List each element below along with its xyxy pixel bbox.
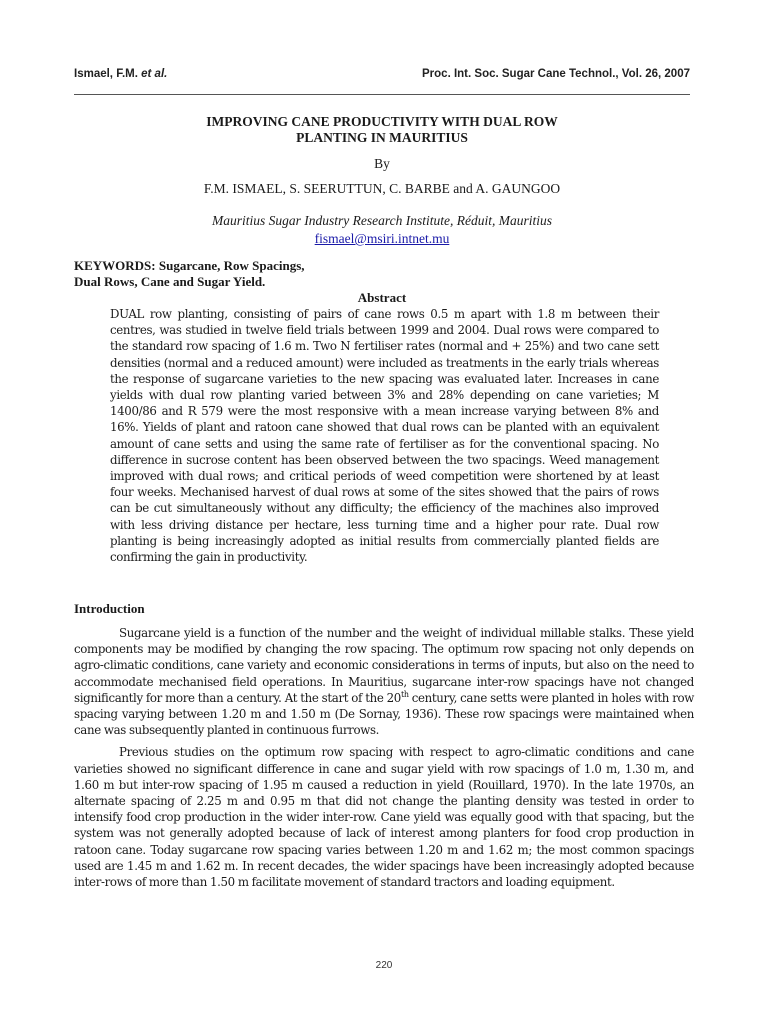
paper-title-line-1: IMPROVING CANE PRODUCTIVITY WITH DUAL ROW [206,114,558,129]
introduction-paragraph-1: Sugarcane yield is a function of the number and the weight of individual millable stalks. These yield components may be modified by changing the row spacing. The optimum row spacing not only depends on agro-climatic conditions, cane variety and economic considerations in terms of inputs, but also on the need to accommodate mechanised field operations. In Mauritius, sugarcane inter-row spacings have not changed significantly for more than a century. At the start of the 20th century, cane setts were planted in holes with row spacing varying between 1.20 m and 1.50 m (De Sornay, 1936). These row spacings were maintained when cane was subsequently planted in continuous furrows. [74,626,694,738]
affiliation: Mauritius Sugar Industry Research Institute, Réduit, Mauritius [212,213,552,228]
introduction-paragraph-2: Previous studies on the optimum row spacing with respect to agro-climatic conditions and cane varieties showed no significant difference in cane and sugar yield with row spacings of 1.0 m, 1.30 m, and 1.60 m but inter-row spacing of 1.95 m caused a reduction in yield (Rouillard, 1970). In the late 1970s, an alternate spacing of 2.25 m and 0.95 m that did not change the planting density was tested in order to intensify food crop production in the wider inter-row. Cane yield was equally good with that spacing, but the system was not generally adopted because of lack of interest among planters for food crop production in ratoon cane. Today sugarcane row spacing varies between 1.20 m and 1.62 m; the most common spacings used are 1.45 m and 1.62 m. In recent decades, the wider spacings have been increasingly adopted because inter-rows of more than 1.50 m facilitate movement of standard tractors and loading equipment. [74,745,694,890]
running-head-etal: et al. [141,68,168,80]
running-head [74,68,690,84]
header-rule-line [74,94,690,95]
keywords-line-2: Dual Rows, Cane and Sugar Yield. [74,274,266,289]
email-line [74,231,690,247]
keywords-line-1: KEYWORDS: Sugarcane, Row Spacings, [74,258,305,273]
header-rule [74,90,690,98]
by-line: By [374,156,390,171]
paper-title [74,114,690,146]
running-head-journal: Proc. Int. Soc. Sugar Cane Technol., Vol. 26, 2007 [422,68,690,80]
paper-title-line-2: PLANTING IN MAURITIUS [296,130,468,145]
author-list: F.M. ISMAEL, S. SEERUTTUN, C. BARBE and A. GAUNGOO [203,181,561,196]
abstract-body: DUAL row planting, consisting of pairs of cane rows 0.5 m apart with 1.8 m between their centres, was studied in twelve field trials between 1999 and 2004. Dual rows were compared to the standard row spacing of 1.6 m. Two N fertiliser rates (normal and + 25%) and two cane sett densities (normal and a reduced amount) were included as treatments in the early trials whereas the response of sugarcane varieties to the new spacing was evaluated later. Increases in cane yields with dual row planting varied between 3% and 28% depending on cane varieties; M 1400/86 and R 579 were the most responsive with a mean increase varying between 8% and 16%. Yields of plant and ratoon cane showed that dual rows can be planted with an equivalent amount of cane setts and using the same rate of fertiliser as for the conventional spacing. No difference in sucrose content has been observed between the two spacings. Weed management improved with dual rows; and critical periods of weed competition were shortened by at least four weeks. Mechanised harvest of dual rows at some of the sites showed that the pairs of rows can be cut simultaneously without any difficulty; the efficiency of the machines also improved with less driving distance per hectare, less turning time and a higher pour rate. Dual row planting is being increasingly adopted as initial results from commercially planted fields are confirming the gain in productivity. [110,307,659,565]
page-number: 220 [375,960,393,971]
abstract-heading: Abstract [357,290,407,305]
running-head-author: Ismael, F.M. et al. [74,68,168,80]
email-link[interactable]: fismael@msiri.intnet.mu [314,231,450,246]
keywords [74,258,474,290]
introduction-body [74,625,694,896]
superscript-th: th [400,689,409,699]
introduction-heading: Introduction [74,601,145,616]
